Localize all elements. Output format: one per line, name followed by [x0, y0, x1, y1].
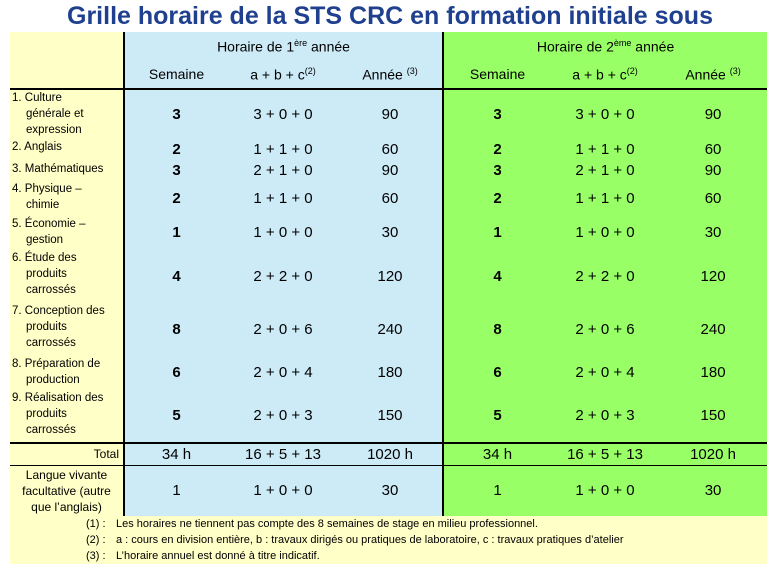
subject-label-line: 2. Anglais — [12, 140, 62, 153]
y2-abc-cell — [551, 390, 659, 443]
subject-label-line: carrossés — [26, 336, 76, 349]
y1-abc-value: 2 + 0 + 4 — [253, 364, 313, 382]
y1-annee-cell — [338, 216, 443, 250]
subject-label-line: produits — [26, 268, 67, 281]
y1-annee-cell — [338, 390, 443, 443]
subject-label-line: générale et — [26, 107, 84, 120]
y2-abc-cell — [551, 216, 659, 250]
y1-abc-cell — [228, 181, 338, 215]
schedule-table — [10, 32, 767, 516]
optional-language-label-line: Langue vivante — [25, 467, 108, 482]
subject-label-line: expression — [26, 123, 82, 136]
y2-annee-cell — [659, 356, 767, 390]
y1-semaine-cell — [124, 390, 228, 443]
subject-label-line: carrossés — [26, 284, 76, 297]
subject-label-line: 3. Mathématiques — [12, 162, 104, 175]
y1-annee-cell — [338, 356, 443, 390]
y2-abc-value: 2 + 1 + 0 — [575, 161, 635, 179]
y2-semaine-cell — [443, 356, 551, 390]
subject-row — [10, 390, 767, 443]
footnote-text: a : cours en division entière, b : travaux dirigés ou pratiques de laboratoire, c : travaux pratiques d’atelier — [116, 534, 624, 546]
column-header-row — [10, 60, 767, 88]
y2-semaine-value: 3 — [493, 105, 502, 123]
year2-header: Horaire de 2ème année — [536, 37, 675, 55]
y1-abc-cell — [228, 89, 338, 139]
y2-semaine-cell — [443, 89, 551, 139]
y1-abc-value: 1 + 0 + 0 — [253, 224, 313, 242]
y2-annee-cell — [659, 216, 767, 250]
y1-abc-cell — [228, 356, 338, 390]
y1-total-semaine: 34 h — [124, 443, 228, 465]
y1-abc-value: 2 + 2 + 0 — [253, 267, 313, 285]
footnote-key: (3) : — [86, 550, 106, 562]
y1-abc-value: 1 + 1 + 0 — [253, 189, 313, 207]
subject-label-line: 5. Économie – — [12, 217, 86, 230]
y2-semaine-value: 2 — [493, 189, 502, 207]
y2-annee-value: 90 — [704, 161, 722, 179]
subject-row — [10, 139, 767, 161]
y2-total-annee: 1020 h — [659, 443, 767, 465]
y1-annee-value: 30 — [381, 224, 399, 242]
y2-semaine-value: 5 — [493, 407, 502, 425]
y1-semaine-value: 4 — [172, 267, 181, 285]
y1-language-abc: 1 + 0 + 0 — [253, 482, 313, 500]
y2-abc-cell — [551, 356, 659, 390]
y1-abc-value: 1 + 1 + 0 — [253, 140, 313, 158]
y2-semaine-cell — [443, 181, 551, 215]
subject-label-line: gestion — [26, 233, 64, 246]
y2-abc-value: 1 + 0 + 0 — [575, 224, 635, 242]
y1-semaine-cell — [124, 303, 228, 356]
y1-total-annee: 1020 h — [338, 443, 443, 465]
footnote-text: L’horaire annuel est donné à titre indicatif. — [116, 550, 320, 562]
y2-annee-cell — [659, 250, 767, 303]
footnote — [86, 548, 624, 564]
y1-semaine-value: 2 — [172, 189, 181, 207]
page-title: Grille horaire de la STS CRC en formation initiale sous — [67, 2, 713, 30]
subject-row — [10, 356, 767, 390]
y1-abc-value: 2 + 0 + 6 — [253, 320, 313, 338]
y1-semaine-value: 5 — [172, 407, 181, 425]
y2-abc-cell — [551, 89, 659, 139]
col-abc-header: $a + b + c^{(2)}$ — [551, 60, 659, 88]
y1-semaine-value: 3 — [172, 161, 181, 179]
y2-abc-cell — [551, 303, 659, 356]
subject-label — [10, 250, 124, 303]
y2-abc-cell — [551, 139, 659, 182]
y1-abc-cell — [228, 390, 338, 443]
subject-label-line: 9. Réalisation des — [12, 392, 104, 405]
subject-label-line: carrossés — [26, 424, 76, 437]
y1-total-abc: 16 + 5 + 13 — [228, 443, 338, 465]
subject-label-line: chimie — [26, 199, 60, 212]
subject-label-line: produits — [26, 320, 67, 333]
subject-label — [10, 216, 124, 250]
subject-label — [10, 356, 124, 390]
col-annee-header: Année $^{(3)}$ — [659, 60, 767, 88]
subject-row — [10, 303, 767, 356]
y1-abc-cell — [228, 303, 338, 356]
y2-semaine-value: 2 — [493, 140, 502, 158]
y2-abc-value: 3 + 0 + 0 — [575, 105, 635, 123]
col-abc-header: $a + b + c^{(2)}$ — [228, 60, 338, 88]
y2-abc-value: 2 + 0 + 4 — [575, 364, 635, 382]
footnote — [86, 516, 624, 532]
subject-label — [10, 139, 124, 161]
y1-semaine-cell — [124, 356, 228, 390]
footnote-key: (2) : — [86, 534, 106, 546]
y1-annee-cell — [338, 139, 443, 182]
subject-row — [10, 250, 767, 303]
y1-abc-cell — [228, 250, 338, 303]
subject-label-line: 8. Préparation de — [12, 357, 101, 370]
y2-abc-value: 1 + 1 + 0 — [575, 140, 635, 158]
y2-annee-value: 240 — [700, 320, 726, 338]
y1-annee-cell — [338, 250, 443, 303]
col-semaine-header: Semaine — [443, 60, 551, 88]
y2-semaine-cell — [443, 216, 551, 250]
y1-abc-cell — [228, 216, 338, 250]
y2-language-annee: 30 — [704, 482, 722, 500]
y1-abc-value: 3 + 0 + 0 — [253, 105, 313, 123]
y1-semaine-value: 2 — [172, 140, 181, 158]
subject-row — [10, 181, 767, 215]
y2-semaine-cell — [443, 303, 551, 356]
y2-language-abc: 1 + 0 + 0 — [575, 482, 635, 500]
total-label: Total — [10, 443, 124, 465]
y2-language-semaine: 1 — [493, 482, 502, 500]
y2-abc-value: 2 + 2 + 0 — [575, 267, 635, 285]
y1-abc-value: 2 + 1 + 0 — [253, 161, 313, 179]
y2-semaine-value: 1 — [493, 224, 502, 242]
y2-semaine-value: 4 — [493, 267, 502, 285]
y2-abc-value: 2 + 0 + 3 — [575, 407, 635, 425]
y2-semaine-value: 3 — [493, 161, 502, 179]
y1-annee-value: 60 — [381, 140, 399, 158]
y1-semaine-value: 8 — [172, 320, 181, 338]
year1-header: Horaire de 1ère année — [124, 32, 443, 60]
optional-language-label-line: facultative (autre — [22, 483, 111, 498]
y2-annee-cell — [659, 303, 767, 356]
y1-annee-value: 180 — [377, 364, 403, 382]
y1-annee-cell — [338, 89, 443, 139]
subject-label — [10, 89, 124, 139]
y2-annee-cell — [659, 89, 767, 139]
y2-semaine-cell — [443, 250, 551, 303]
y1-semaine-value: 6 — [172, 364, 181, 382]
footnote — [86, 532, 624, 548]
y2-total-semaine: 34 h — [443, 443, 551, 465]
optional-language-row — [10, 465, 767, 516]
y2-semaine-value: 8 — [493, 320, 502, 338]
y2-annee-cell — [659, 181, 767, 215]
col-annee-header: Année $^{(3)}$ — [338, 60, 443, 88]
y1-semaine-cell — [124, 181, 228, 215]
subject-label-line: 7. Conception des — [12, 304, 105, 317]
y2-semaine-cell — [443, 139, 551, 182]
subject-label-line: produits — [26, 408, 67, 421]
subject-label — [10, 303, 124, 356]
y2-annee-value: 90 — [704, 105, 722, 123]
y1-annee-value: 90 — [381, 105, 399, 123]
y1-abc-value: 2 + 0 + 3 — [253, 407, 313, 425]
y1-semaine-cell — [124, 250, 228, 303]
subject-label — [10, 161, 124, 181]
y1-semaine-cell — [124, 139, 228, 182]
y1-annee-value: 150 — [377, 407, 403, 425]
subject-label-line: 6. Étude des — [12, 252, 77, 265]
y2-semaine-cell — [443, 390, 551, 443]
y1-semaine-value: 1 — [172, 224, 181, 242]
y2-semaine-value: 6 — [493, 364, 502, 382]
y1-annee-value: 240 — [377, 320, 403, 338]
y2-annee-cell — [659, 139, 767, 182]
y2-annee-value: 60 — [704, 189, 722, 207]
y1-semaine-cell — [124, 216, 228, 250]
y2-annee-value: 60 — [704, 140, 722, 158]
footnotes — [86, 516, 624, 564]
y1-annee-value: 120 — [377, 267, 403, 285]
subject-label-line: 1. Culture — [12, 91, 62, 104]
optional-language-label — [10, 465, 124, 516]
y2-abc-cell — [551, 181, 659, 215]
footnote-key: (1) : — [86, 518, 106, 530]
y1-language-annee: 30 — [338, 465, 443, 516]
y2-abc-cell — [551, 250, 659, 303]
subject-label-line: 4. Physique – — [12, 183, 82, 196]
y1-annee-cell — [338, 181, 443, 215]
y2-annee-value: 120 — [700, 267, 726, 285]
y2-abc-value: 2 + 0 + 6 — [575, 320, 635, 338]
footnote-text: Les horaires ne tiennent pas compte des 8 semaines de stage en milieu professionnel. — [116, 518, 538, 530]
col-semaine-header: Semaine — [124, 60, 228, 88]
y1-annee-cell — [338, 303, 443, 356]
total-row — [10, 443, 767, 465]
y2-abc-value: 1 + 1 + 0 — [575, 189, 635, 207]
y2-annee-value: 180 — [700, 364, 726, 382]
year-header-row — [10, 32, 767, 60]
y2-annee-value: 30 — [704, 224, 722, 242]
y1-semaine-cell — [124, 89, 228, 139]
subject-label-line: production — [26, 373, 80, 386]
y1-semaine-value: 3 — [172, 105, 181, 123]
y2-total-abc: 16 + 5 + 13 — [551, 443, 659, 465]
optional-language-label-line: que l’anglais) — [31, 499, 102, 514]
y1-annee-value: 90 — [381, 161, 399, 179]
subject-row — [10, 216, 767, 250]
subject-row — [10, 89, 767, 139]
y1-language-semaine: 1 — [172, 482, 181, 500]
y2-annee-value: 150 — [700, 407, 726, 425]
subject-label — [10, 390, 124, 443]
y2-annee-cell — [659, 390, 767, 443]
y1-abc-cell — [228, 139, 338, 182]
y1-annee-value: 60 — [381, 189, 399, 207]
subject-label — [10, 181, 124, 215]
